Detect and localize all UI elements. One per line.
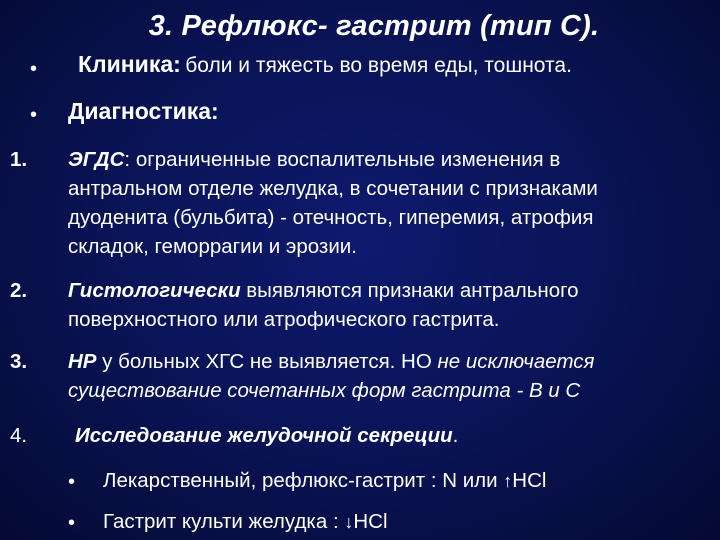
item-3-italic: не исключается	[437, 350, 595, 373]
arrow-down-icon: ↓	[344, 512, 354, 532]
sub-bullet-2: •	[68, 512, 76, 534]
item-3-line-2: существование сочетанных форм гастрита - В и С	[68, 379, 581, 402]
item-3-number: 3.	[10, 350, 28, 373]
item-2-line-2: поверхностного или атрофического гастрита.	[68, 308, 500, 331]
item-1-line-1	[68, 145, 560, 174]
item-3-lead: НР	[68, 350, 97, 373]
sub-item-2	[103, 507, 388, 537]
item-1-line-3: дуоденита (бульбита) - отечность, гиперемия, атрофия	[68, 206, 594, 229]
clinic-label: Клиника:	[78, 51, 181, 77]
sub-item-1-text: Лекарственный, рефлюкс-гастрит : N или	[103, 469, 504, 492]
bullet-diagnostics: •	[30, 104, 38, 126]
item-4-lead: Исследование желудочной секреции	[75, 424, 453, 447]
slide-title-text: 3. Рефлюкс- гастрит (тип С).	[148, 10, 600, 42]
sub-bullet-1: •	[68, 471, 76, 493]
bullet-clinic: •	[30, 58, 38, 80]
item-4-line	[75, 421, 458, 450]
sub-item-2-text: Гастрит культи желудка :	[103, 510, 345, 533]
clinic-line	[78, 51, 572, 78]
sub-item-1-tail: HCl	[512, 469, 547, 492]
item-3-line-1	[68, 347, 595, 376]
item-1-text-1: : ограниченные воспалительные изменения в	[124, 148, 561, 171]
item-4-tail: .	[452, 424, 459, 447]
item-1-lead: ЭГДС	[68, 148, 125, 171]
item-4-number: 4.	[10, 424, 28, 447]
item-3-text-1: у больных ХГС не выявляется. НО	[96, 350, 438, 373]
item-2-text-1: выявляются признаки антрального	[240, 279, 579, 302]
slide-title	[0, 10, 720, 43]
clinic-text: боли и тяжесть во время еды, тошнота.	[185, 54, 572, 77]
item-2-lead: Гистологически	[68, 279, 241, 302]
item-1-line-4: складок, геморрагии и эрозии.	[68, 235, 357, 258]
item-2-line-1	[68, 276, 579, 305]
sub-item-1	[103, 466, 546, 496]
item-1-line-2: антральном отделе желудка, в сочетании с признаками	[68, 177, 598, 200]
item-2-number: 2.	[10, 279, 28, 302]
arrow-up-icon: ↑	[503, 471, 513, 491]
diagnostics-label: Диагностика:	[68, 98, 219, 124]
item-1-number: 1.	[10, 148, 28, 171]
sub-item-2-tail: HCl	[353, 510, 388, 533]
